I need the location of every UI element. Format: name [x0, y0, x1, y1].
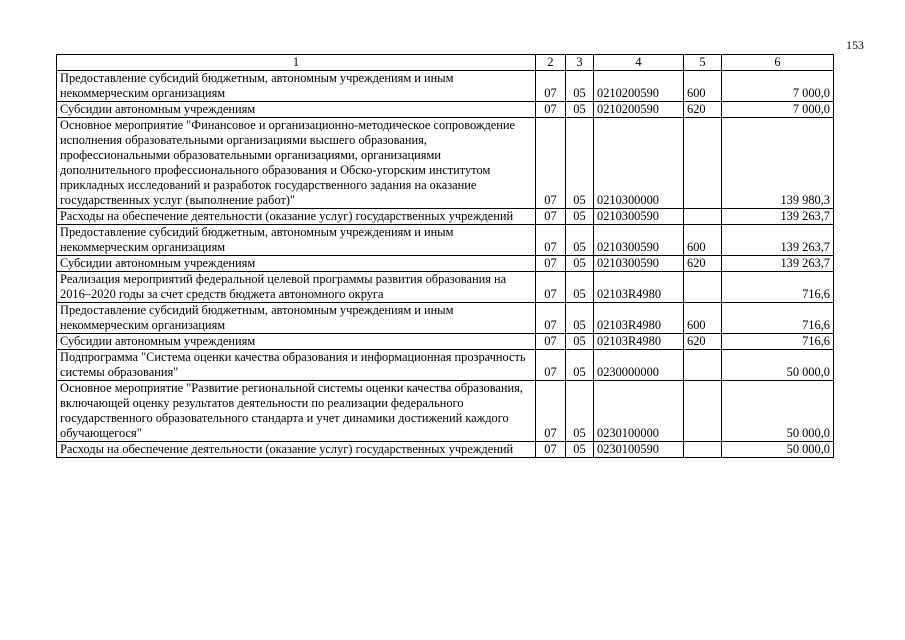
row-subsection: 05 — [566, 303, 594, 334]
row-section: 07 — [536, 118, 566, 209]
row-amount: 50 000,0 — [722, 350, 834, 381]
row-subsection: 05 — [566, 442, 594, 458]
table-row — [57, 256, 834, 272]
row-amount: 139 263,7 — [722, 225, 834, 256]
row-expense-type: 620 — [684, 334, 722, 350]
row-expense-type — [684, 272, 722, 303]
row-section: 07 — [536, 350, 566, 381]
row-expense-type — [684, 350, 722, 381]
row-target-code: 0230100590 — [594, 442, 684, 458]
row-expense-type: 620 — [684, 102, 722, 118]
row-expense-type: 600 — [684, 225, 722, 256]
row-amount: 139 263,7 — [722, 209, 834, 225]
row-section: 07 — [536, 209, 566, 225]
row-name: Расходы на обеспечение деятельности (оказание услуг) государственных учреждений — [57, 209, 536, 225]
col-header-1: 1 — [57, 55, 536, 71]
table-row — [57, 71, 834, 102]
col-header-3: 3 — [566, 55, 594, 71]
col-header-6: 6 — [722, 55, 834, 71]
table-row — [57, 102, 834, 118]
row-name: Основное мероприятие "Финансовое и организационно-методическое сопровождение исполнения образовательными организациями высшего образования, профессиональными образовательными организациями, организациями дополнительного профессионального образования и Обско-угорским институтом прикладных исследований и разработок государственного задания на оказание государственных услуг (выполнение работ)" — [57, 118, 536, 209]
row-amount: 139 980,3 — [722, 118, 834, 209]
row-target-code: 0230000000 — [594, 350, 684, 381]
row-amount: 50 000,0 — [722, 442, 834, 458]
row-expense-type: 600 — [684, 71, 722, 102]
row-expense-type: 600 — [684, 303, 722, 334]
row-name: Подпрограмма "Система оценки качества образования и информационная прозрачность системы образования" — [57, 350, 536, 381]
budget-table — [56, 54, 834, 458]
row-subsection: 05 — [566, 118, 594, 209]
header-row — [57, 55, 834, 71]
row-name: Расходы на обеспечение деятельности (оказание услуг) государственных учреждений — [57, 442, 536, 458]
row-expense-type — [684, 381, 722, 442]
col-header-2: 2 — [536, 55, 566, 71]
row-section: 07 — [536, 71, 566, 102]
row-target-code: 0210200590 — [594, 71, 684, 102]
table-row — [57, 118, 834, 209]
row-name: Реализация мероприятий федеральной целевой программы развития образования на 2016–2020 годы за счет средств бюджета автономного округа — [57, 272, 536, 303]
row-amount: 7 000,0 — [722, 102, 834, 118]
row-target-code: 0210200590 — [594, 102, 684, 118]
row-amount: 7 000,0 — [722, 71, 834, 102]
row-name: Предоставление субсидий бюджетным, автономным учреждениям и иным некоммерческим организациям — [57, 71, 536, 102]
table-row — [57, 442, 834, 458]
row-name: Предоставление субсидий бюджетным, автономным учреждениям и иным некоммерческим организациям — [57, 303, 536, 334]
row-amount: 716,6 — [722, 272, 834, 303]
table-row — [57, 350, 834, 381]
row-subsection: 05 — [566, 71, 594, 102]
row-expense-type — [684, 442, 722, 458]
row-section: 07 — [536, 381, 566, 442]
row-subsection: 05 — [566, 381, 594, 442]
row-subsection: 05 — [566, 256, 594, 272]
row-name: Субсидии автономным учреждениям — [57, 102, 536, 118]
row-name: Субсидии автономным учреждениям — [57, 334, 536, 350]
row-amount: 716,6 — [722, 334, 834, 350]
row-subsection: 05 — [566, 350, 594, 381]
row-target-code: 0210300000 — [594, 118, 684, 209]
row-section: 07 — [536, 334, 566, 350]
row-section: 07 — [536, 272, 566, 303]
page-number: 153 — [846, 38, 864, 52]
table-row — [57, 381, 834, 442]
row-target-code: 0210300590 — [594, 209, 684, 225]
row-name: Субсидии автономным учреждениям — [57, 256, 536, 272]
row-amount: 50 000,0 — [722, 381, 834, 442]
row-expense-type — [684, 209, 722, 225]
row-subsection: 05 — [566, 272, 594, 303]
table-row — [57, 334, 834, 350]
row-target-code: 0210300590 — [594, 225, 684, 256]
table-row — [57, 209, 834, 225]
col-header-4: 4 — [594, 55, 684, 71]
row-subsection: 05 — [566, 334, 594, 350]
row-section: 07 — [536, 442, 566, 458]
table-row — [57, 272, 834, 303]
row-expense-type: 620 — [684, 256, 722, 272]
row-expense-type — [684, 118, 722, 209]
row-subsection: 05 — [566, 102, 594, 118]
row-target-code: 02103R4980 — [594, 303, 684, 334]
row-target-code: 0210300590 — [594, 256, 684, 272]
row-section: 07 — [536, 256, 566, 272]
table-row — [57, 225, 834, 256]
row-target-code: 0230100000 — [594, 381, 684, 442]
col-header-5: 5 — [684, 55, 722, 71]
row-amount: 716,6 — [722, 303, 834, 334]
row-section: 07 — [536, 102, 566, 118]
row-name: Предоставление субсидий бюджетным, автономным учреждениям и иным некоммерческим организациям — [57, 225, 536, 256]
row-subsection: 05 — [566, 225, 594, 256]
row-target-code: 02103R4980 — [594, 272, 684, 303]
row-target-code: 02103R4980 — [594, 334, 684, 350]
table-row — [57, 303, 834, 334]
row-amount: 139 263,7 — [722, 256, 834, 272]
row-section: 07 — [536, 303, 566, 334]
row-section: 07 — [536, 225, 566, 256]
row-name: Основное мероприятие "Развитие региональной системы оценки качества образования, включающей оценку результатов деятельности по реализации федерального государственного образовательного стандарта и учет динамики достижений каждого обучающегося" — [57, 381, 536, 442]
row-subsection: 05 — [566, 209, 594, 225]
